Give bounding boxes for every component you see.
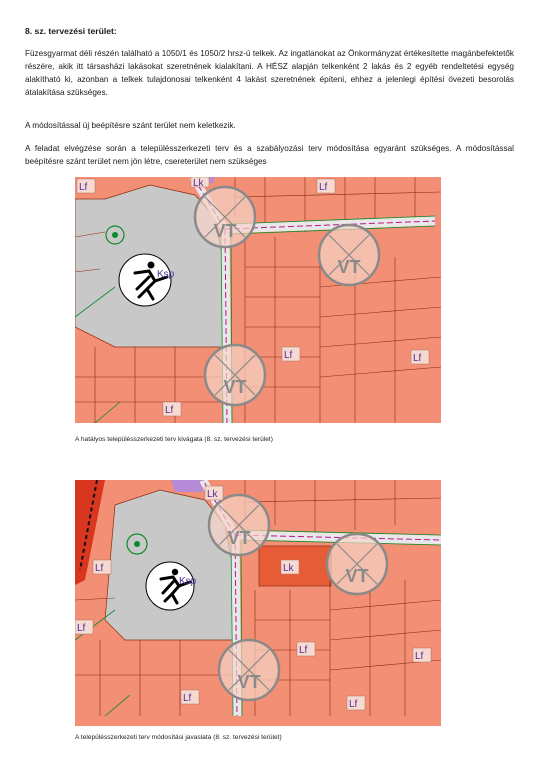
- label-lf-1: Lf: [95, 563, 104, 574]
- label-lf-4: Lf: [415, 651, 424, 662]
- purple-zone: [171, 480, 205, 492]
- vt-marker-2: [327, 534, 387, 594]
- green-marker-dot: [134, 541, 140, 547]
- label-vt-2: VT: [337, 257, 361, 277]
- vt-marker-1: [195, 187, 255, 247]
- map-proposed-plan-svg: [75, 480, 441, 716]
- vt-marker-1: [209, 495, 269, 555]
- label-lf-6: Lf: [349, 699, 358, 710]
- map-caption-proposed: A településszerkezeti terv módosítási javaslata (8. sz. tervezési terület): [75, 734, 282, 741]
- label-lf-5: Lf: [183, 693, 192, 704]
- paragraph-no-new-area: A módosítással új beépítésre szánt terület nem keletkezik.: [25, 121, 236, 130]
- label-lf-4: Lf: [413, 353, 422, 364]
- vt-marker-3: [205, 345, 265, 405]
- label-lf-3: Lf: [299, 645, 308, 656]
- label-lf-5: Lf: [165, 405, 174, 416]
- label-lk-new: Lk: [283, 563, 294, 574]
- label-vt-2: VT: [345, 566, 369, 586]
- label-ksp: Ksp: [179, 576, 197, 587]
- map-current-plan-svg: [75, 177, 441, 423]
- green-marker-dot: [112, 232, 118, 238]
- label-lf-2: Lf: [319, 182, 328, 193]
- map-caption-current: A hatályos településszerkezeti terv kivágata (8. sz. tervezési terület): [75, 436, 273, 443]
- label-vt-3: VT: [223, 377, 247, 397]
- paragraph-task: A feladat elvégzése során a településszerkezeti terv és a szabályozási terv módosítása egyaránt szükséges. A módosítással beépítésre szánt terület nem jön létre, csereterület nem szükséges: [25, 144, 514, 166]
- label-vt-3: VT: [237, 672, 261, 692]
- label-lf-1: Lf: [79, 182, 88, 193]
- paragraph-description: Füzesgyarmat déli részén található a 1050/1 és 1050/2 hrsz-ú telkek. Az ingatlanokat az Önkormányzat értékesítette magánbefektetők részére, akik itt társasházi lakásokat szeretnének kialakítani. A HÉSZ alapján telkenként 2 lakás és 2 egyéb rendeltetési egység alakítható ki, azonban a telkek tulajdonosai telkenként 4 lakást szeretnének építeni, ehhez a jelenlegi építési övezeti besorolás átalakítása szükséges.: [25, 49, 514, 97]
- label-lk-top: Lk: [193, 178, 204, 189]
- label-vt-1: VT: [213, 221, 237, 241]
- label-lf-3: Lf: [284, 350, 293, 361]
- map-proposed-plan: [75, 480, 441, 726]
- map-current-plan: [75, 177, 441, 423]
- label-lf-6: Lf: [79, 408, 88, 419]
- section-title: 8. sz. tervezési terület:: [25, 26, 117, 36]
- label-ksp: Ksp: [157, 269, 175, 280]
- label-vt-1: VT: [227, 528, 251, 548]
- vt-marker-3: [219, 640, 279, 700]
- label-lk-top: Lk: [207, 489, 218, 500]
- label-lf-2: Lf: [77, 623, 86, 634]
- vt-marker-2: [319, 225, 379, 285]
